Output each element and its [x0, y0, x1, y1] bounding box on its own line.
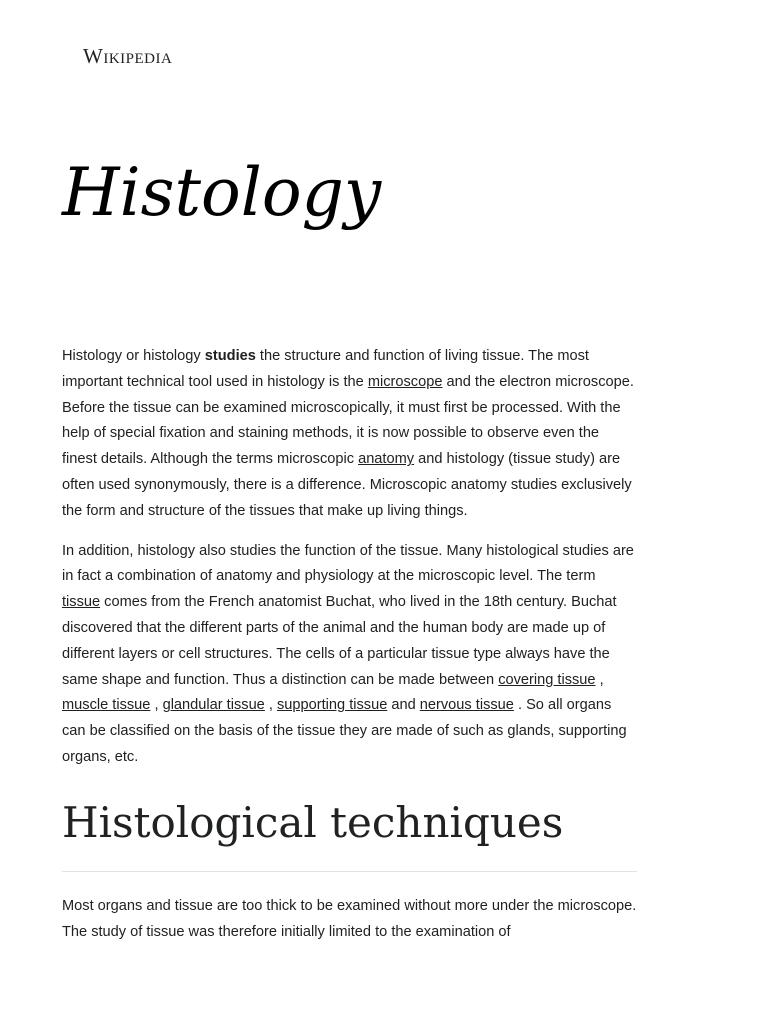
paragraph-techniques: Most organs and tissue are too thick to be examined without more under the microscope. The study of tissue was therefore initially limited to the examination of: [62, 897, 637, 940]
text-run: comes from the French anatomist Buchat, who lived in the 18th century. Buchat discovered that the different parts of the animal and the human body are made up of different layers or cell structures. The cells of a particular tissue type always have the same shape and function. Thus a distinction can be made between: [62, 594, 617, 688]
separator: ,: [595, 671, 604, 688]
text-run: Histology or histology: [62, 348, 205, 364]
text-run: and the electron microscope. Before the tissue can be examined microscopically, it must first be processed. With the help of special fixation and staining methods, it is now possible to observe even the finest details. Although the terms microscopic: [62, 373, 634, 468]
link-supporting-tissue[interactable]: supporting tissue: [276, 697, 388, 714]
text-run: . So all organs can be classified on the basis of the tissue they are made of such as glands, supporting organs, etc.: [62, 697, 627, 765]
separator: and: [387, 697, 420, 714]
bold-text: studies: [204, 348, 256, 364]
link-nervous-tissue[interactable]: nervous tissue: [419, 697, 514, 714]
link-anatomy[interactable]: anatomy: [358, 451, 415, 468]
link-tissue[interactable]: tissue: [62, 594, 101, 611]
text-run: and histology (tissue study) are often used synonymously, there is a difference. Microscopic anatomy studies exclusively the form and structure of the tissues that make up living things.: [62, 451, 632, 519]
text-run: In addition, histology also studies the function of the tissue. Many histological studies are in fact a combination of anatomy and physiology at the microscopic level. The term: [62, 542, 634, 585]
page-title: Histology: [62, 154, 382, 231]
text-run: the structure and function of living tissue. The most important technical tool used in histology is the: [62, 348, 589, 390]
paragraph-function: [62, 539, 637, 771]
link-microscope[interactable]: microscope: [367, 373, 443, 390]
wikipedia-logo[interactable]: Wikipedia: [83, 44, 173, 68]
link-covering-tissue[interactable]: covering tissue: [498, 671, 596, 688]
link-glandular-tissue[interactable]: glandular tissue: [162, 697, 265, 714]
section-heading-histological-techniques: Histological techniques: [62, 793, 637, 872]
article-body: [62, 344, 637, 959]
separator: ,: [150, 697, 163, 714]
link-muscle-tissue[interactable]: muscle tissue: [62, 697, 151, 714]
separator: ,: [264, 697, 277, 714]
paragraph-intro: [62, 344, 637, 525]
